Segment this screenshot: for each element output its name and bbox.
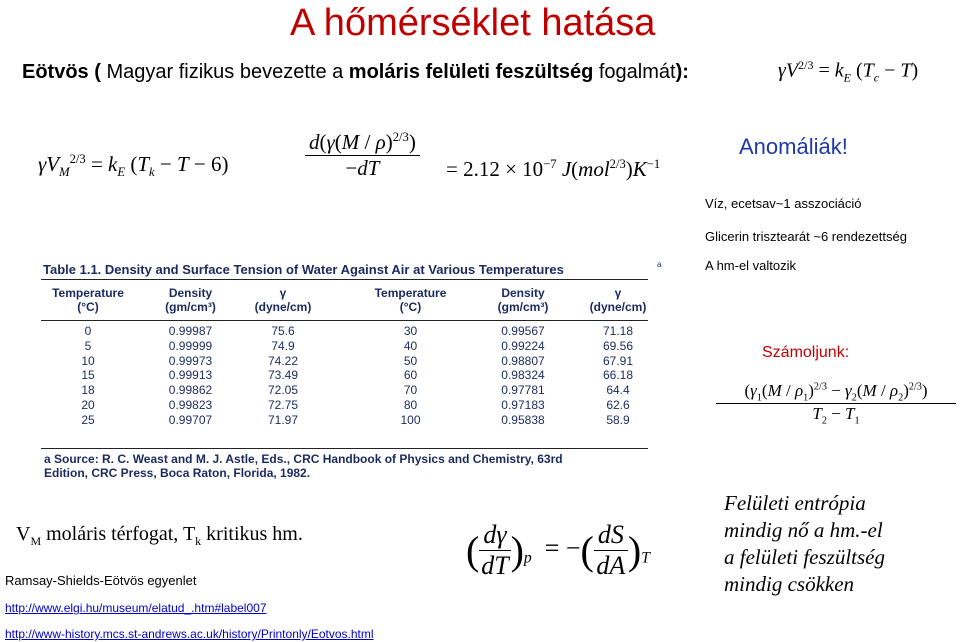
intro-prefix: Eötvös ( [22,61,101,83]
derivative-equation [305,130,420,181]
column-gamma-2: 71.18 69.56 67.91 66.18 64.4 62.6 58.9 [602,324,634,427]
intro-text [22,61,689,84]
entropy-line-4: mindig csökken [724,572,855,596]
header-temperature-1: Temperature (°C) [52,286,124,314]
column-density-1: 0.99987 0.99999 0.99973 0.99913 0.99862 0.99823 0.99707 [168,324,213,427]
calculation-numerator: $(\gamma_1(M / \rho_1)^{2/3} - \gamma_2(M / \rho_2)^{2/3})$ [716,381,956,404]
intro-middle1: Magyar fizikus bevezette a [100,61,349,83]
anomaly-heading: Anomáliák! [739,134,848,159]
page-title: A hőmérséklet hatása [290,2,656,44]
table-rule-header [41,320,648,321]
derivative-denominator: −dT [345,156,380,180]
entropy-line-2: mindig nő a hm.-el [724,518,883,542]
column-gamma-1: 75.6 74.9 74.22 73.49 72.05 72.75 71.97 [267,324,299,427]
table-caption-sup: a [657,260,662,269]
derivative-numerator: d(γ(M / ρ)$^{2/3}$) [305,130,420,156]
intro-suffix: ): [675,61,689,83]
note-water: Víz, ecetsav~1 asszociáció [705,196,862,211]
ramsay-shields-equation: $\gamma V_M^{2/3} = k_E$ $(T_k - T - 6)$ [38,152,229,180]
column-temperature-1: 0 5 10 15 18 20 25 [81,324,95,427]
note-glycerin: Glicerin trisztearát ~6 rendezettség [705,229,907,244]
entropy-line-3: a felületi feszültség [724,545,885,569]
vm-description: $V_M$ moláris térfogat, $T_k$ kritikus hm. [16,523,303,548]
header-temperature-2: Temperature (°C) [374,286,447,314]
constant-equation: = $2.12 \times 10^{-7}$ $J(mol^{2/3})K^{-1}$ [446,157,661,181]
calculation-formula [716,381,956,427]
table-caption: Table 1.1. Density and Surface Tension of Water Against Air at Various Temperatures [43,262,564,277]
table-rule-top [41,279,648,280]
calculation-denominator: $T_2 - T_1$ [812,404,860,427]
header-gamma-1: γ (dyne/cm) [254,286,312,314]
table-rule-bottom [41,448,648,449]
note-temperature: A hm-el valtozik [705,258,797,273]
elgi-link[interactable]: http://www.elgi.hu/museum/elatud_.htm#label007 [5,601,267,615]
header-density-1: Density (gm/cm³) [165,286,216,314]
entropy-equation: ( $\frac{d\gamma}{dT}$ )$_p$ = −( $\frac{dS}{dA}$ )$_T$ [466,520,650,580]
calculation-heading: Számoljunk: [762,344,850,361]
entropy-line-1: Felületi entrópia [724,491,866,515]
intro-bold: moláris felületi feszültség [348,61,594,83]
st-andrews-link[interactable]: http://www-history.mcs.st-andrews.ac.uk/history/Printonly/Eotvos.html [5,627,374,641]
column-density-2: 0.99567 0.99224 0.98807 0.98324 0.97781 0.97183 0.95838 [501,324,545,427]
table-source: a Source: R. C. Weast and M. J. Astle, Eds., CRC Handbook of Physics and Chemistry, 63rd Edition, CRC Press, Boca Raton, Florida, 1982. [44,452,563,480]
water-data-table [38,262,660,492]
ramsay-label: Ramsay-Shields-Eötvös egyenlet [5,573,197,588]
eotvos-formula-top: $\gamma V^{2/3} = k_E$ $(T_c - T)$ [778,58,919,85]
column-temperature-2: 30 40 50 60 70 80 100 [400,324,421,427]
intro-middle2: fogalmát [593,61,676,83]
header-density-2: Density (gm/cm³) [497,286,549,314]
entropy-note [724,490,885,598]
header-gamma-2: γ (dyne/cm) [589,286,647,314]
